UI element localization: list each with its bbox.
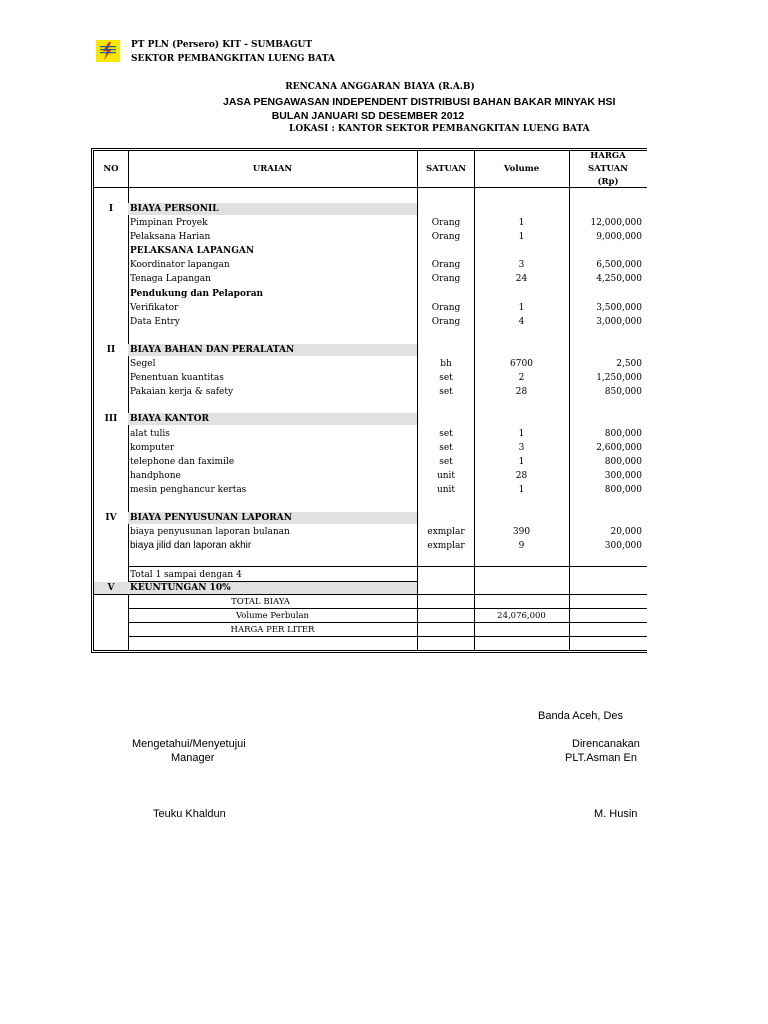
row-satuan: bh <box>440 359 452 369</box>
row-harga: 3,000,000 <box>596 317 642 327</box>
row-harga: 12,000,000 <box>590 218 642 228</box>
row-harga: 6,500,000 <box>596 260 642 270</box>
row-satuan: set <box>439 429 453 439</box>
row-satuan: set <box>439 387 453 397</box>
row-harga: 1,250,000 <box>596 373 642 383</box>
col-line-volume <box>569 188 570 651</box>
row-uraian: Segel <box>130 359 156 369</box>
row-volume: 3 <box>518 260 525 270</box>
row-uraian: Pakaian kerja & safety <box>130 387 234 397</box>
row-harga: 9,000,000 <box>596 232 642 242</box>
row-uraian: telephone dan faximile <box>130 457 235 467</box>
row-volume: 28 <box>515 471 528 481</box>
row-volume: 6700 <box>510 359 533 369</box>
planner-title: PLT.Asman En <box>565 752 637 764</box>
row-volume: 3 <box>518 443 525 453</box>
doc-title: RENCANA ANGGARAN BIAYA (R.A.B) <box>285 82 475 92</box>
row-harga: 300,000 <box>604 541 642 551</box>
approver-title: Manager <box>171 752 215 764</box>
row-volume: 4 <box>518 317 525 327</box>
row-uraian: biaya penyusunan laporan bulanan <box>130 527 290 537</box>
row-uraian: Data Entry <box>130 317 180 327</box>
period: BULAN JANUARI SD DESEMBER 2012 <box>271 110 465 122</box>
row-uraian: handphone <box>130 471 181 481</box>
section-title: BIAYA BAHAN DAN PERALATAN <box>130 345 295 355</box>
row-satuan: Orang <box>431 218 461 228</box>
row-satuan: unit <box>436 485 456 495</box>
company-sector: SEKTOR PEMBANGKITAN LUENG BATA <box>131 54 335 64</box>
row-volume: 1 <box>518 429 525 439</box>
row-satuan: set <box>439 443 453 453</box>
row-harga: 20,000 <box>610 527 642 537</box>
row-uraian: alat tulis <box>130 429 170 439</box>
approver-name: Teuku Khaldun <box>153 808 226 820</box>
planner-label: Direncanakan <box>572 738 640 750</box>
company-name: PT PLN (Persero) KIT - SUMBAGUT <box>131 40 313 50</box>
row-satuan: Orang <box>431 274 461 284</box>
col-header-no: NO <box>103 164 119 174</box>
section-no: III <box>104 414 118 424</box>
row-satuan: Orang <box>431 303 461 313</box>
row-harga: 4,250,000 <box>596 274 642 284</box>
row-volume: 1 <box>518 232 525 242</box>
planner-name: M. Husin <box>594 808 638 820</box>
row-satuan: Orang <box>431 232 461 242</box>
row-volume: 1 <box>518 218 525 228</box>
harga-per-liter-label: HARGA PER LITER <box>230 625 315 635</box>
row-volume: 1 <box>518 303 525 313</box>
row-line-total-biaya <box>93 594 647 595</box>
row-subheader: PELAKSANA LAPANGAN <box>130 246 255 256</box>
col-header-volume: Volume <box>503 164 540 174</box>
row-uraian: mesin penghancur kertas <box>130 485 247 495</box>
row-uraian: Verifikator <box>130 303 179 313</box>
row-line-total <box>128 566 647 567</box>
project-title: JASA PENGAWASAN INDEPENDENT DISTRIBUSI BAHAN BAKAR MINYAK HSI <box>223 96 616 108</box>
col-line-satuan <box>474 188 475 651</box>
row-uraian: Tenaga Lapangan <box>130 274 211 284</box>
col-header-harga-l2: SATUAN <box>587 164 629 174</box>
row-harga: 800,000 <box>604 457 642 467</box>
row-volume: 24 <box>515 274 528 284</box>
row-uraian: Pimpinan Proyek <box>130 218 208 228</box>
row-uraian: komputer <box>130 443 175 453</box>
row-harga: 2,600,000 <box>596 443 642 453</box>
row-uraian: Penentuan kuantitas <box>130 373 224 383</box>
section-title: BIAYA PENYUSUNAN LAPORAN <box>130 513 292 523</box>
keuntungan-label: KEUNTUNGAN 10% <box>130 583 231 593</box>
row-volume: 9 <box>518 541 525 551</box>
section-no: I <box>108 204 114 214</box>
row-harga: 2,500 <box>616 359 642 369</box>
section-no: II <box>106 345 116 355</box>
row-satuan: Orang <box>431 260 461 270</box>
row-uraian: Pelaksana Harian <box>130 232 211 242</box>
row-satuan: set <box>439 457 453 467</box>
row-volume: 390 <box>512 527 531 537</box>
row-satuan: unit <box>436 471 456 481</box>
row-satuan: Orang <box>431 317 461 327</box>
col-header-satuan: SATUAN <box>425 164 467 174</box>
row-line-end <box>128 636 647 637</box>
pln-lightning-logo-icon <box>96 40 120 62</box>
section-no: IV <box>105 513 117 523</box>
row-harga: 800,000 <box>604 429 642 439</box>
row-satuan: exmplar <box>427 541 465 551</box>
row-volume: 1 <box>518 457 525 467</box>
place-date: Banda Aceh, Des <box>538 710 624 722</box>
row-volume: 28 <box>515 387 528 397</box>
row-harga: 3,500,000 <box>596 303 642 313</box>
col-header-uraian: URAIAN <box>252 164 293 174</box>
volume-perbulan-label: Volume Perbulan <box>235 611 310 621</box>
row-satuan: exmplar <box>427 527 465 537</box>
row-volume: 1 <box>518 485 525 495</box>
keuntungan-no: V <box>107 583 115 593</box>
total-1-4-label: Total 1 sampai dengan 4 <box>130 570 242 580</box>
row-harga: 800,000 <box>604 485 642 495</box>
row-harga: 300,000 <box>604 471 642 481</box>
approval-label: Mengetahui/Menyetujui <box>132 738 246 750</box>
row-uraian: biaya jilid dan laporan akhir <box>130 540 252 551</box>
row-volume: 2 <box>518 373 525 383</box>
section-title: BIAYA PERSONIL <box>130 204 219 214</box>
location: LOKASI : KANTOR SEKTOR PEMBANGKITAN LUENG BATA <box>289 124 590 134</box>
row-satuan: set <box>439 373 453 383</box>
row-uraian: Koordinator lapangan <box>130 260 230 270</box>
section-title: BIAYA KANTOR <box>130 414 210 424</box>
col-line-uraian <box>417 188 418 651</box>
volume-perbulan-value: 24,076,000 <box>497 611 546 621</box>
col-header-harga-l1: HARGA <box>590 151 626 161</box>
total-biaya-label: TOTAL BIAYA <box>231 597 290 607</box>
row-harga: 850,000 <box>604 387 642 397</box>
row-subheader: Pendukung dan Pelaporan <box>130 289 264 299</box>
col-header-harga-l3: (Rp) <box>597 177 619 187</box>
row-line-volume-perbulan <box>128 608 647 609</box>
row-line-harga-liter <box>128 622 647 623</box>
